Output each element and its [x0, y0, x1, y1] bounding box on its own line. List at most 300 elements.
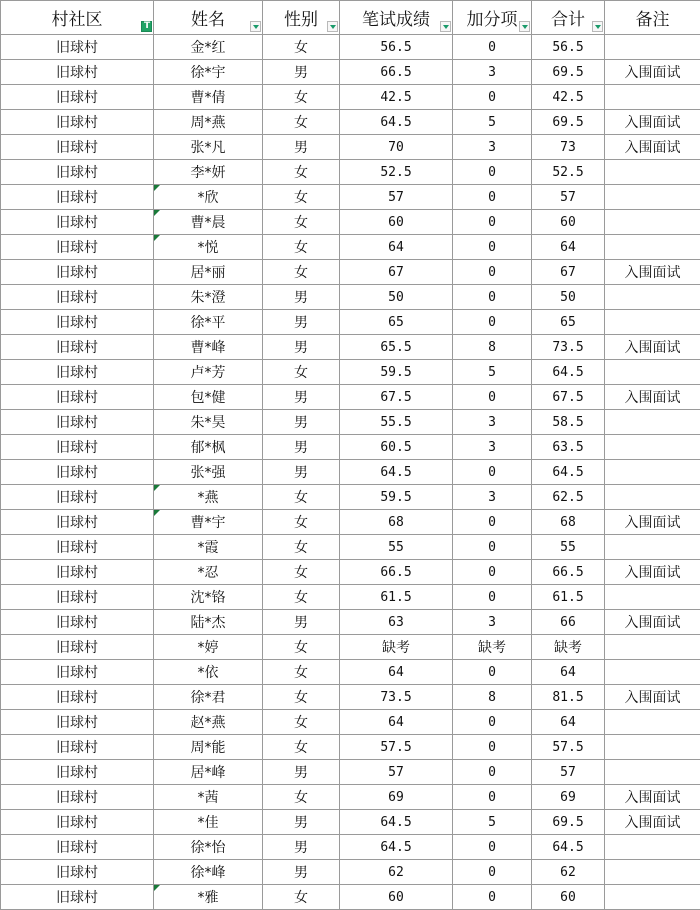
filter-dropdown-icon[interactable]	[327, 21, 338, 32]
gender-cell[interactable]: 女	[263, 560, 340, 585]
gender-cell[interactable]: 女	[263, 35, 340, 60]
total-cell[interactable]: 64.5	[532, 835, 605, 860]
bonus-cell[interactable]: 0	[453, 460, 532, 485]
table-row	[1, 835, 700, 860]
bonus-cell[interactable]: 0	[453, 160, 532, 185]
village-cell[interactable]: 旧球村	[1, 560, 154, 585]
table-row	[1, 310, 700, 335]
remark-cell[interactable]	[605, 35, 700, 60]
table-row	[1, 410, 700, 435]
village-cell[interactable]: 旧球村	[1, 135, 154, 160]
village-cell[interactable]: 旧球村	[1, 810, 154, 835]
name-cell[interactable]: 周*燕	[154, 110, 263, 135]
score-cell[interactable]: 68	[340, 510, 453, 535]
cell-comment-marker-icon	[154, 485, 160, 491]
total-cell[interactable]: 57.5	[532, 735, 605, 760]
table-row	[1, 685, 700, 710]
score-cell[interactable]: 60.5	[340, 435, 453, 460]
score-cell[interactable]: 64.5	[340, 835, 453, 860]
village-cell[interactable]: 旧球村	[1, 460, 154, 485]
bonus-cell[interactable]: 3	[453, 410, 532, 435]
table-row	[1, 185, 700, 210]
gender-cell[interactable]: 女	[263, 260, 340, 285]
total-cell[interactable]: 69	[532, 785, 605, 810]
remark-cell[interactable]: 入围面试	[605, 510, 700, 535]
score-cell[interactable]: 66.5	[340, 560, 453, 585]
total-cell[interactable]: 64.5	[532, 460, 605, 485]
filter-dropdown-icon[interactable]	[519, 21, 530, 32]
total-cell[interactable]: 55	[532, 535, 605, 560]
total-cell[interactable]: 57	[532, 185, 605, 210]
remark-cell[interactable]: 入围面试	[605, 560, 700, 585]
remark-cell[interactable]	[605, 310, 700, 335]
village-cell[interactable]: 旧球村	[1, 685, 154, 710]
gender-cell[interactable]: 女	[263, 585, 340, 610]
total-cell[interactable]: 58.5	[532, 410, 605, 435]
total-cell[interactable]: 73.5	[532, 335, 605, 360]
score-cell[interactable]: 61.5	[340, 585, 453, 610]
bonus-cell[interactable]: 0	[453, 660, 532, 685]
table-row	[1, 810, 700, 835]
remark-cell[interactable]	[605, 185, 700, 210]
score-cell[interactable]: 50	[340, 285, 453, 310]
score-cell[interactable]: 65	[340, 310, 453, 335]
remark-cell[interactable]	[605, 410, 700, 435]
bonus-cell[interactable]: 5	[453, 360, 532, 385]
table-row	[1, 435, 700, 460]
bonus-cell[interactable]: 8	[453, 335, 532, 360]
village-cell[interactable]: 旧球村	[1, 860, 154, 885]
score-cell[interactable]: 56.5	[340, 35, 453, 60]
name-cell[interactable]: *依	[154, 660, 263, 685]
score-cell[interactable]: 64	[340, 235, 453, 260]
village-cell[interactable]: 旧球村	[1, 60, 154, 85]
gender-cell[interactable]: 男	[263, 335, 340, 360]
name-cell[interactable]: 徐*宇	[154, 60, 263, 85]
bonus-cell[interactable]: 0	[453, 235, 532, 260]
village-cell[interactable]: 旧球村	[1, 285, 154, 310]
name-cell[interactable]: 张*强	[154, 460, 263, 485]
score-cell[interactable]: 55.5	[340, 410, 453, 435]
total-cell[interactable]: 69.5	[532, 110, 605, 135]
gender-cell[interactable]: 女	[263, 485, 340, 510]
remark-cell[interactable]	[605, 885, 700, 910]
remark-cell[interactable]: 入围面试	[605, 785, 700, 810]
gender-cell[interactable]: 男	[263, 60, 340, 85]
village-cell[interactable]: 旧球村	[1, 335, 154, 360]
name-cell[interactable]: 曹*倩	[154, 85, 263, 110]
village-cell[interactable]: 旧球村	[1, 435, 154, 460]
gender-cell[interactable]: 男	[263, 835, 340, 860]
name-cell[interactable]: 朱*澄	[154, 285, 263, 310]
gender-cell[interactable]: 女	[263, 110, 340, 135]
bonus-cell[interactable]: 0	[453, 260, 532, 285]
bonus-cell[interactable]: 0	[453, 285, 532, 310]
name-cell[interactable]: 李*妍	[154, 160, 263, 185]
village-cell[interactable]: 旧球村	[1, 35, 154, 60]
bonus-cell[interactable]: 0	[453, 760, 532, 785]
village-cell[interactable]: 旧球村	[1, 185, 154, 210]
name-cell[interactable]: *忍	[154, 560, 263, 585]
table-row	[1, 60, 700, 85]
name-cell[interactable]: 居*丽	[154, 260, 263, 285]
total-cell[interactable]: 63.5	[532, 435, 605, 460]
bonus-cell[interactable]: 5	[453, 110, 532, 135]
score-cell[interactable]: 63	[340, 610, 453, 635]
table-row	[1, 660, 700, 685]
table-row	[1, 260, 700, 285]
score-cell[interactable]: 55	[340, 535, 453, 560]
gender-cell[interactable]: 女	[263, 535, 340, 560]
gender-cell[interactable]: 女	[263, 885, 340, 910]
total-cell[interactable]: 64.5	[532, 360, 605, 385]
remark-cell[interactable]: 入围面试	[605, 685, 700, 710]
remark-cell[interactable]	[605, 285, 700, 310]
remark-cell[interactable]: 入围面试	[605, 810, 700, 835]
bonus-cell[interactable]: 0	[453, 885, 532, 910]
gender-cell[interactable]: 女	[263, 660, 340, 685]
village-cell[interactable]: 旧球村	[1, 585, 154, 610]
gender-cell[interactable]: 男	[263, 135, 340, 160]
total-cell[interactable]: 57	[532, 760, 605, 785]
remark-cell[interactable]	[605, 660, 700, 685]
bonus-cell[interactable]: 3	[453, 135, 532, 160]
gender-cell[interactable]: 男	[263, 385, 340, 410]
name-cell[interactable]: *茜	[154, 785, 263, 810]
bonus-cell[interactable]: 缺考	[453, 635, 532, 660]
name-cell[interactable]: 徐*峰	[154, 860, 263, 885]
table-row	[1, 385, 700, 410]
filter-dropdown-icon[interactable]	[592, 21, 603, 32]
bonus-cell[interactable]: 0	[453, 535, 532, 560]
village-cell[interactable]: 旧球村	[1, 510, 154, 535]
name-cell[interactable]: 居*峰	[154, 760, 263, 785]
score-cell[interactable]: 缺考	[340, 635, 453, 660]
remark-cell[interactable]: 入围面试	[605, 335, 700, 360]
remark-cell[interactable]	[605, 760, 700, 785]
remark-cell[interactable]	[605, 835, 700, 860]
column-header-gender: 性别	[263, 1, 340, 35]
total-cell[interactable]: 42.5	[532, 85, 605, 110]
bonus-cell[interactable]: 0	[453, 510, 532, 535]
table-row	[1, 335, 700, 360]
village-cell[interactable]: 旧球村	[1, 360, 154, 385]
bonus-cell[interactable]: 0	[453, 385, 532, 410]
table-row	[1, 35, 700, 60]
gender-cell[interactable]: 女	[263, 185, 340, 210]
total-cell[interactable]: 60	[532, 885, 605, 910]
gender-cell[interactable]: 女	[263, 735, 340, 760]
remark-cell[interactable]	[605, 235, 700, 260]
total-cell[interactable]: 65	[532, 310, 605, 335]
name-cell[interactable]: 包*健	[154, 385, 263, 410]
table-row	[1, 235, 700, 260]
score-cell[interactable]: 42.5	[340, 85, 453, 110]
remark-cell[interactable]	[605, 735, 700, 760]
bonus-cell[interactable]: 0	[453, 585, 532, 610]
table-row	[1, 885, 700, 910]
total-cell[interactable]: 67.5	[532, 385, 605, 410]
gender-cell[interactable]: 女	[263, 785, 340, 810]
village-cell[interactable]: 旧球村	[1, 110, 154, 135]
bonus-cell[interactable]: 3	[453, 435, 532, 460]
gender-cell[interactable]: 女	[263, 160, 340, 185]
total-cell[interactable]: 67	[532, 260, 605, 285]
cell-comment-marker-icon	[154, 210, 160, 216]
header-row	[1, 1, 700, 35]
village-cell[interactable]: 旧球村	[1, 385, 154, 410]
remark-cell[interactable]	[605, 460, 700, 485]
village-cell[interactable]: 旧球村	[1, 160, 154, 185]
gender-cell[interactable]: 女	[263, 685, 340, 710]
total-cell[interactable]: 64	[532, 235, 605, 260]
score-cell[interactable]: 62	[340, 860, 453, 885]
name-cell[interactable]: *婷	[154, 635, 263, 660]
table-row	[1, 360, 700, 385]
gender-cell[interactable]: 女	[263, 710, 340, 735]
score-cell[interactable]: 73.5	[340, 685, 453, 710]
gender-cell[interactable]: 男	[263, 435, 340, 460]
bonus-cell[interactable]: 0	[453, 735, 532, 760]
score-cell[interactable]: 59.5	[340, 485, 453, 510]
gender-cell[interactable]: 女	[263, 85, 340, 110]
total-cell[interactable]: 73	[532, 135, 605, 160]
score-cell[interactable]: 66.5	[340, 60, 453, 85]
village-cell[interactable]: 旧球村	[1, 610, 154, 635]
total-cell[interactable]: 66	[532, 610, 605, 635]
column-header-score: 笔试成绩	[340, 1, 453, 35]
column-header-remark: 备注	[605, 1, 700, 35]
total-cell[interactable]: 60	[532, 210, 605, 235]
remark-cell[interactable]	[605, 435, 700, 460]
remark-cell[interactable]: 入围面试	[605, 135, 700, 160]
score-cell[interactable]: 70	[340, 135, 453, 160]
remark-cell[interactable]	[605, 860, 700, 885]
score-cell[interactable]: 69	[340, 785, 453, 810]
bonus-cell[interactable]: 0	[453, 185, 532, 210]
total-cell[interactable]: 62.5	[532, 485, 605, 510]
gender-cell[interactable]: 男	[263, 860, 340, 885]
filter-dropdown-icon[interactable]	[250, 21, 261, 32]
total-cell[interactable]: 64	[532, 710, 605, 735]
remark-cell[interactable]: 入围面试	[605, 260, 700, 285]
gender-cell[interactable]: 女	[263, 360, 340, 385]
table-row	[1, 860, 700, 885]
village-cell[interactable]: 旧球村	[1, 310, 154, 335]
cell-comment-marker-icon	[154, 885, 160, 891]
bonus-cell[interactable]: 0	[453, 785, 532, 810]
name-cell[interactable]: *欣	[154, 185, 263, 210]
name-cell[interactable]: 周*能	[154, 735, 263, 760]
score-cell[interactable]: 60	[340, 210, 453, 235]
name-cell[interactable]: 卢*芳	[154, 360, 263, 385]
village-cell[interactable]: 旧球村	[1, 85, 154, 110]
score-cell[interactable]: 67.5	[340, 385, 453, 410]
score-cell[interactable]: 64.5	[340, 810, 453, 835]
total-cell[interactable]: 69.5	[532, 810, 605, 835]
total-cell[interactable]: 61.5	[532, 585, 605, 610]
remark-cell[interactable]	[605, 160, 700, 185]
total-cell[interactable]: 66.5	[532, 560, 605, 585]
name-cell[interactable]: 陆*杰	[154, 610, 263, 635]
gender-cell[interactable]: 男	[263, 610, 340, 635]
remark-cell[interactable]	[605, 485, 700, 510]
table-row	[1, 135, 700, 160]
remark-cell[interactable]	[605, 710, 700, 735]
cell-comment-marker-icon	[154, 185, 160, 191]
remark-cell[interactable]	[605, 535, 700, 560]
bonus-cell[interactable]: 0	[453, 85, 532, 110]
name-cell[interactable]: 徐*平	[154, 310, 263, 335]
bonus-cell[interactable]: 0	[453, 310, 532, 335]
table-row	[1, 635, 700, 660]
remark-cell[interactable]: 入围面试	[605, 60, 700, 85]
score-cell[interactable]: 64	[340, 710, 453, 735]
name-cell[interactable]: 曹*宇	[154, 510, 263, 535]
gender-cell[interactable]: 女	[263, 235, 340, 260]
total-cell[interactable]: 81.5	[532, 685, 605, 710]
name-cell[interactable]: *燕	[154, 485, 263, 510]
table-row	[1, 460, 700, 485]
column-header-name: 姓名	[154, 1, 263, 35]
village-cell[interactable]: 旧球村	[1, 835, 154, 860]
bonus-cell[interactable]: 0	[453, 35, 532, 60]
gender-cell[interactable]: 女	[263, 210, 340, 235]
cell-comment-marker-icon	[154, 235, 160, 241]
score-cell[interactable]: 59.5	[340, 360, 453, 385]
name-cell[interactable]: 徐*怡	[154, 835, 263, 860]
remark-cell[interactable]	[605, 585, 700, 610]
village-cell[interactable]: 旧球村	[1, 710, 154, 735]
name-cell[interactable]: 金*红	[154, 35, 263, 60]
village-cell[interactable]: 旧球村	[1, 635, 154, 660]
name-cell[interactable]: *佳	[154, 810, 263, 835]
filter-active-icon[interactable]	[141, 21, 152, 32]
table-row	[1, 110, 700, 135]
total-cell[interactable]: 50	[532, 285, 605, 310]
score-cell[interactable]: 57	[340, 760, 453, 785]
bonus-cell[interactable]: 3	[453, 610, 532, 635]
name-cell[interactable]: 徐*君	[154, 685, 263, 710]
table-row	[1, 560, 700, 585]
bonus-cell[interactable]: 8	[453, 685, 532, 710]
name-cell[interactable]: *悦	[154, 235, 263, 260]
name-cell[interactable]: 赵*燕	[154, 710, 263, 735]
village-cell[interactable]: 旧球村	[1, 885, 154, 910]
name-cell[interactable]: 朱*昊	[154, 410, 263, 435]
column-header-total: 合计	[532, 1, 605, 35]
gender-cell[interactable]: 男	[263, 285, 340, 310]
table-row	[1, 760, 700, 785]
table-row	[1, 285, 700, 310]
table-row	[1, 585, 700, 610]
gender-cell[interactable]: 男	[263, 760, 340, 785]
bonus-cell[interactable]: 0	[453, 210, 532, 235]
village-cell[interactable]: 旧球村	[1, 535, 154, 560]
name-cell[interactable]: 沈*铬	[154, 585, 263, 610]
village-cell[interactable]: 旧球村	[1, 485, 154, 510]
name-cell[interactable]: *雅	[154, 885, 263, 910]
table-row	[1, 510, 700, 535]
name-cell[interactable]: 曹*峰	[154, 335, 263, 360]
gender-cell[interactable]: 男	[263, 460, 340, 485]
remark-cell[interactable]	[605, 635, 700, 660]
total-cell[interactable]: 62	[532, 860, 605, 885]
gender-cell[interactable]: 男	[263, 310, 340, 335]
score-cell[interactable]: 64	[340, 660, 453, 685]
remark-cell[interactable]	[605, 210, 700, 235]
score-cell[interactable]: 52.5	[340, 160, 453, 185]
remark-cell[interactable]: 入围面试	[605, 610, 700, 635]
table-row	[1, 610, 700, 635]
table-row	[1, 785, 700, 810]
table-row	[1, 535, 700, 560]
score-cell[interactable]: 67	[340, 260, 453, 285]
bonus-cell[interactable]: 0	[453, 835, 532, 860]
village-cell[interactable]: 旧球村	[1, 235, 154, 260]
village-cell[interactable]: 旧球村	[1, 260, 154, 285]
remark-cell[interactable]: 入围面试	[605, 385, 700, 410]
remark-cell[interactable]	[605, 360, 700, 385]
gender-cell[interactable]: 女	[263, 635, 340, 660]
bonus-cell[interactable]: 0	[453, 860, 532, 885]
total-cell[interactable]: 缺考	[532, 635, 605, 660]
table-row	[1, 210, 700, 235]
village-cell[interactable]: 旧球村	[1, 660, 154, 685]
cell-comment-marker-icon	[154, 510, 160, 516]
column-header-bonus: 加分项	[453, 1, 532, 35]
bonus-cell[interactable]: 5	[453, 810, 532, 835]
gender-cell[interactable]: 女	[263, 510, 340, 535]
table-row	[1, 710, 700, 735]
village-cell[interactable]: 旧球村	[1, 785, 154, 810]
table-row	[1, 485, 700, 510]
remark-cell[interactable]	[605, 85, 700, 110]
column-header-village: 村社区 T	[1, 1, 154, 35]
name-cell[interactable]: 曹*晨	[154, 210, 263, 235]
total-cell[interactable]: 56.5	[532, 35, 605, 60]
score-cell[interactable]: 57	[340, 185, 453, 210]
total-cell[interactable]: 69.5	[532, 60, 605, 85]
score-cell[interactable]: 60	[340, 885, 453, 910]
name-cell[interactable]: 张*凡	[154, 135, 263, 160]
bonus-cell[interactable]: 3	[453, 485, 532, 510]
village-cell[interactable]: 旧球村	[1, 410, 154, 435]
bonus-cell[interactable]: 0	[453, 710, 532, 735]
village-cell[interactable]: 旧球村	[1, 760, 154, 785]
table-row	[1, 85, 700, 110]
bonus-cell[interactable]: 0	[453, 560, 532, 585]
gender-cell[interactable]: 男	[263, 810, 340, 835]
total-cell[interactable]: 52.5	[532, 160, 605, 185]
bonus-cell[interactable]: 3	[453, 60, 532, 85]
name-cell[interactable]: *霞	[154, 535, 263, 560]
gender-cell[interactable]: 男	[263, 410, 340, 435]
total-cell[interactable]: 64	[532, 660, 605, 685]
name-cell[interactable]: 郁*枫	[154, 435, 263, 460]
table-row	[1, 160, 700, 185]
score-cell[interactable]: 64.5	[340, 460, 453, 485]
village-cell[interactable]: 旧球村	[1, 210, 154, 235]
table-row	[1, 735, 700, 760]
filter-dropdown-icon[interactable]	[440, 21, 451, 32]
score-cell[interactable]: 64.5	[340, 110, 453, 135]
score-cell[interactable]: 65.5	[340, 335, 453, 360]
village-cell[interactable]: 旧球村	[1, 735, 154, 760]
score-cell[interactable]: 57.5	[340, 735, 453, 760]
remark-cell[interactable]: 入围面试	[605, 110, 700, 135]
total-cell[interactable]: 68	[532, 510, 605, 535]
